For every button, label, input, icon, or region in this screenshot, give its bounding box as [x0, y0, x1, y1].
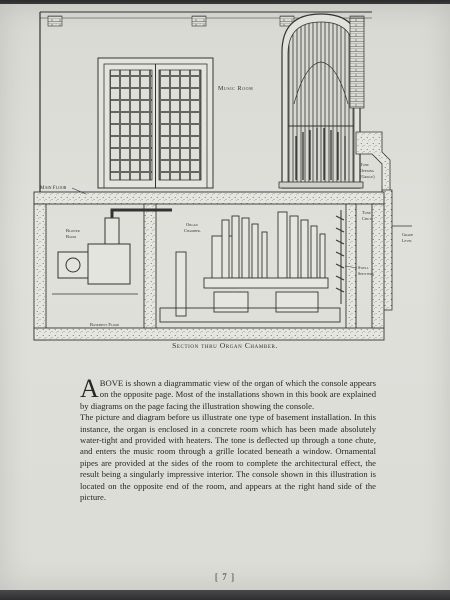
svg-text:Tone: Tone	[360, 162, 369, 167]
organ-chamber-diagram	[0, 4, 450, 344]
svg-text:Grade: Grade	[402, 232, 414, 237]
brick-column	[350, 18, 364, 108]
drop-cap: A	[80, 374, 99, 403]
grade-level-wall	[382, 190, 412, 310]
label-main-floor: Main Floor	[40, 186, 67, 191]
paragraph-1-text: BOVE is shown a diagrammatic view of the organ of which the console appears on the opposite page. Most of the installations shown in this book are explained by diagrams on the page facing the illustration showing the console.	[80, 378, 376, 411]
label-organ-chamber	[184, 222, 201, 233]
svg-text:Tone: Tone	[362, 210, 371, 215]
svg-text:Opening: Opening	[360, 168, 375, 173]
svg-text:Level: Level	[402, 238, 413, 243]
svg-text:Room: Room	[66, 234, 77, 239]
partition-wall	[144, 204, 156, 328]
book-page	[0, 4, 450, 590]
svg-text:Chute: Chute	[362, 216, 373, 221]
paragraph-1	[80, 374, 376, 412]
svg-text:Chamber.: Chamber.	[184, 228, 202, 233]
main-floor-slab	[34, 192, 384, 204]
svg-text:Blower: Blower	[66, 228, 80, 233]
basement-floor-slab	[34, 328, 384, 340]
svg-text:Swell: Swell	[358, 265, 369, 270]
page-number: [ 7 ]	[215, 572, 235, 582]
body-text	[80, 374, 376, 503]
chamber-right-wall	[346, 204, 356, 328]
label-tone-opening	[360, 162, 375, 179]
label-music-room: Music Room	[218, 86, 254, 92]
basement-left-wall	[34, 204, 46, 340]
paragraph-2: The picture and diagram before us illustrate one type of basement installation. In this instance, the organ is enclosed in a concrete room which has been made absolutely water-tight and provided with heaters. The tone is deflected up through a tone chute, and enters the music room through a grille located beneath a window. Ornamental pipes are provided at the sides of the room to complete the architectural effect, the result being a singularly impressive interior. The console shown in this illustration is located on the opposite end of the room, and appears at the right hand side of the picture.	[80, 412, 376, 503]
diagram-caption: Section thru Organ Chamber.	[172, 341, 278, 350]
svg-text:(Grille): (Grille)	[360, 174, 375, 179]
label-tone-chute	[362, 210, 373, 221]
svg-text:Shutters: Shutters	[358, 271, 374, 276]
swell-shutters	[336, 210, 344, 304]
label-grade-level	[402, 232, 413, 243]
french-doors	[98, 58, 213, 188]
chute-right-wall	[372, 204, 384, 328]
label-blower-room	[66, 228, 80, 239]
svg-text:Organ: Organ	[186, 222, 198, 227]
label-basement-floor: Basement Floor	[90, 322, 120, 327]
